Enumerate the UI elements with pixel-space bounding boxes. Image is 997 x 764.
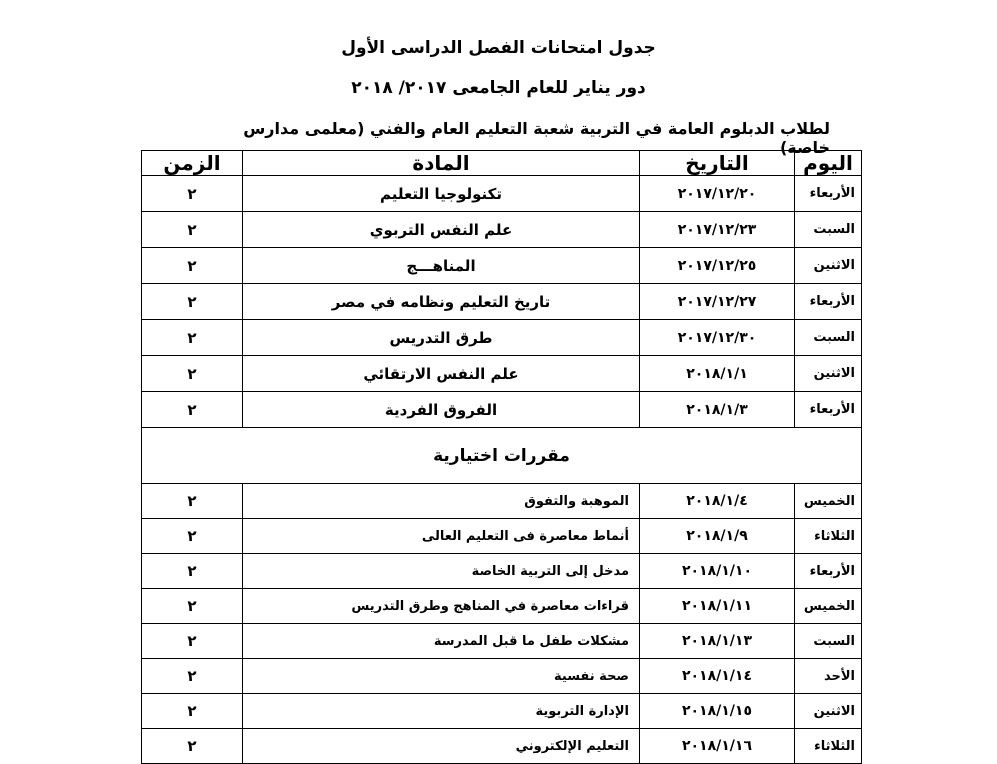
row-date: ٢٠١٨/١/١ bbox=[640, 356, 795, 392]
row-date: ٢٠١٧/١٢/٢٥ bbox=[640, 248, 795, 284]
row-day: الاثنين bbox=[795, 694, 862, 729]
document-audience: لطلاب الدبلوم العامة في التربية شعبة التعليم العام والفني (معلمى مدارس خاصة) bbox=[243, 119, 830, 157]
table-row bbox=[142, 212, 862, 248]
row-date: ٢٠١٨/١/٣ bbox=[640, 392, 795, 428]
row-date: ٢٠١٧/١٢/٢٣ bbox=[640, 212, 795, 248]
row-day: الاثنين bbox=[795, 356, 862, 392]
row-date: ٢٠١٨/١/١٦ bbox=[640, 729, 795, 764]
row-day: الخميس bbox=[795, 589, 862, 624]
row-subject: تكنولوجيا التعليم bbox=[243, 176, 640, 212]
col-header-day: اليوم bbox=[795, 151, 862, 176]
row-day: الثلاثاء bbox=[795, 519, 862, 554]
row-subject: مدخل إلى التربية الخاصة bbox=[243, 554, 640, 589]
table-row bbox=[142, 484, 862, 519]
row-date: ٢٠١٨/١/١٠ bbox=[640, 554, 795, 589]
row-day: السبت bbox=[795, 212, 862, 248]
document-subtitle: دور يناير للعام الجامعى ٢٠١٧/ ٢٠١٨ bbox=[351, 78, 646, 98]
row-subject: التعليم الإلكتروني bbox=[243, 729, 640, 764]
row-day: الأربعاء bbox=[795, 284, 862, 320]
row-duration: ٢ bbox=[142, 392, 243, 428]
row-date: ٢٠١٨/١/٩ bbox=[640, 519, 795, 554]
table-row bbox=[142, 392, 862, 428]
table-row bbox=[142, 589, 862, 624]
row-day: السبت bbox=[795, 320, 862, 356]
elective-section-row bbox=[142, 428, 862, 484]
row-day: الأربعاء bbox=[795, 392, 862, 428]
elective-section-title: مقررات اختيارية bbox=[142, 428, 862, 484]
row-subject: الموهبة والتفوق bbox=[243, 484, 640, 519]
row-duration: ٢ bbox=[142, 320, 243, 356]
table-row bbox=[142, 320, 862, 356]
document-title: جدول امتحانات الفصل الدراسى الأول bbox=[341, 38, 656, 58]
row-subject: الإدارة التربوية bbox=[243, 694, 640, 729]
exam-schedule-table bbox=[141, 150, 862, 764]
row-subject: قراءات معاصرة في المناهج وطرق التدريس bbox=[243, 589, 640, 624]
row-subject: علم النفس الارتقائي bbox=[243, 356, 640, 392]
row-subject: صحة نفسية bbox=[243, 659, 640, 694]
row-day: الاثنين bbox=[795, 248, 862, 284]
row-duration: ٢ bbox=[142, 659, 243, 694]
row-subject: طرق التدريس bbox=[243, 320, 640, 356]
row-subject: مشكلات طفل ما قبل المدرسة bbox=[243, 624, 640, 659]
table-row bbox=[142, 624, 862, 659]
row-date: ٢٠١٨/١/١٥ bbox=[640, 694, 795, 729]
table-row bbox=[142, 694, 862, 729]
row-duration: ٢ bbox=[142, 248, 243, 284]
row-day: الأحد bbox=[795, 659, 862, 694]
table-row bbox=[142, 176, 862, 212]
row-day: الأربعاء bbox=[795, 554, 862, 589]
table-row bbox=[142, 729, 862, 764]
row-date: ٢٠١٨/١/١٤ bbox=[640, 659, 795, 694]
row-date: ٢٠١٨/١/٤ bbox=[640, 484, 795, 519]
table-row bbox=[142, 284, 862, 320]
col-header-duration: الزمن bbox=[142, 151, 243, 176]
row-duration: ٢ bbox=[142, 484, 243, 519]
row-date: ٢٠١٧/١٢/٣٠ bbox=[640, 320, 795, 356]
table-body bbox=[142, 176, 862, 764]
row-duration: ٢ bbox=[142, 284, 243, 320]
col-header-date: التاريخ bbox=[640, 151, 795, 176]
table-row bbox=[142, 519, 862, 554]
table-header-row bbox=[142, 151, 862, 176]
row-duration: ٢ bbox=[142, 554, 243, 589]
row-duration: ٢ bbox=[142, 624, 243, 659]
row-duration: ٢ bbox=[142, 212, 243, 248]
row-day: الأربعاء bbox=[795, 176, 862, 212]
table-row bbox=[142, 356, 862, 392]
row-duration: ٢ bbox=[142, 356, 243, 392]
row-date: ٢٠١٧/١٢/٢٠ bbox=[640, 176, 795, 212]
row-date: ٢٠١٧/١٢/٢٧ bbox=[640, 284, 795, 320]
row-day: الخميس bbox=[795, 484, 862, 519]
row-duration: ٢ bbox=[142, 589, 243, 624]
row-duration: ٢ bbox=[142, 694, 243, 729]
col-header-subject: المادة bbox=[243, 151, 640, 176]
row-duration: ٢ bbox=[142, 176, 243, 212]
row-duration: ٢ bbox=[142, 519, 243, 554]
row-date: ٢٠١٨/١/١٣ bbox=[640, 624, 795, 659]
table-row bbox=[142, 554, 862, 589]
table-row bbox=[142, 248, 862, 284]
row-subject: المناهـــج bbox=[243, 248, 640, 284]
row-subject: تاريخ التعليم ونظامه في مصر bbox=[243, 284, 640, 320]
row-subject: أنماط معاصرة فى التعليم العالى bbox=[243, 519, 640, 554]
row-date: ٢٠١٨/١/١١ bbox=[640, 589, 795, 624]
row-day: السبت bbox=[795, 624, 862, 659]
row-subject: الفروق الفردية bbox=[243, 392, 640, 428]
row-subject: علم النفس التربوي bbox=[243, 212, 640, 248]
table-row bbox=[142, 659, 862, 694]
row-day: الثلاثاء bbox=[795, 729, 862, 764]
row-duration: ٢ bbox=[142, 729, 243, 764]
